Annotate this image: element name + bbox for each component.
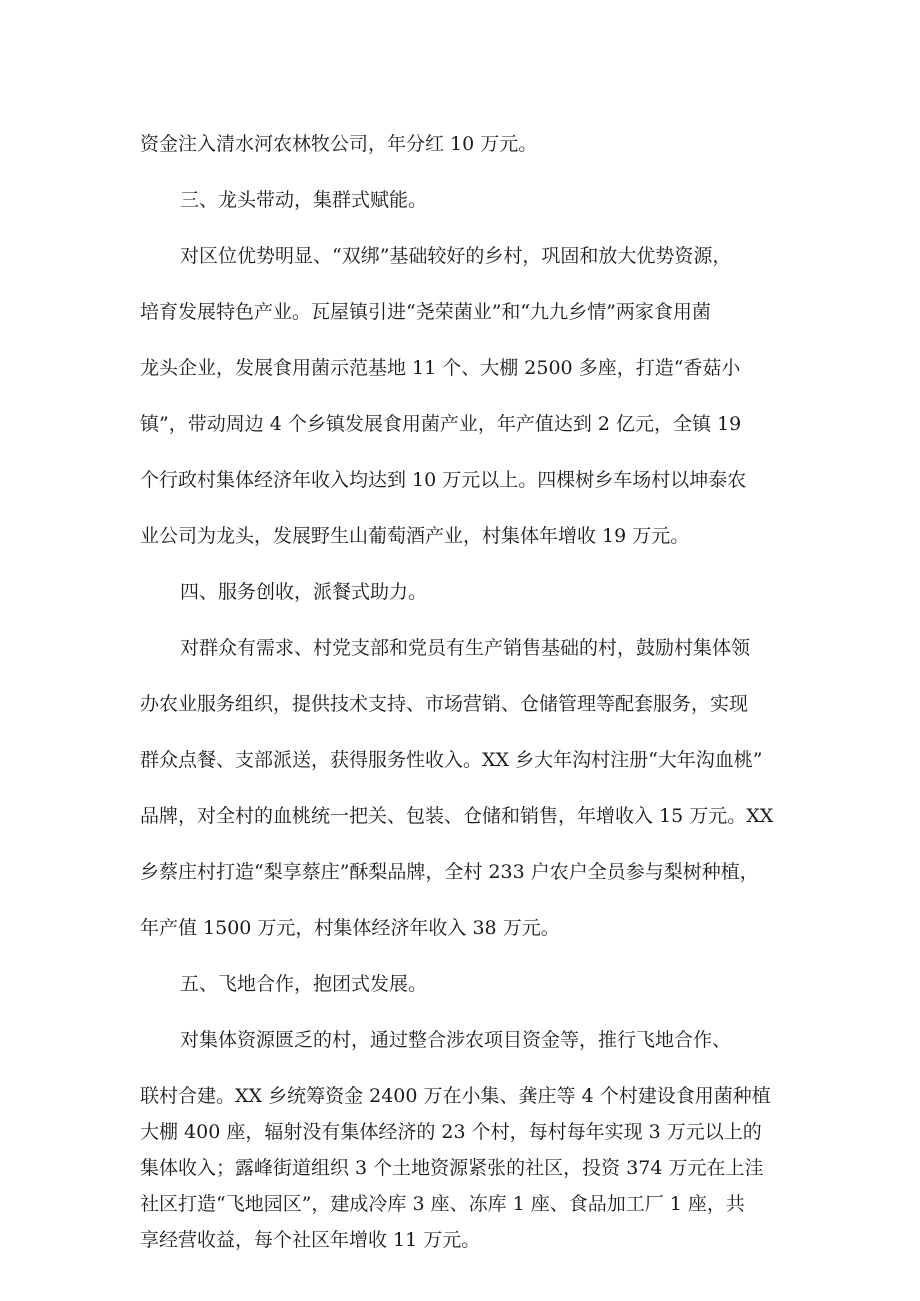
paragraph-line: 享经营收益，每个社区年增收 11 万元。	[140, 1229, 481, 1251]
paragraph-line: 资金注入清水河农林牧公司，年分红 10 万元。	[140, 133, 538, 155]
paragraph-line: 品牌，对全村的血桃统一把关、包装、仓储和销售，年增收入 15 万元。XX	[140, 805, 774, 827]
paragraph-line: 集体收入；露峰街道组织 3 个土地资源紧张的社区，投资 374 万元在上洼	[140, 1157, 764, 1179]
section-heading: 四、服务创收，派餐式助力。	[180, 581, 428, 603]
paragraph-line: 乡蔡庄村打造“梨享蔡庄”酥梨品牌，全村 233 户农户全员参与梨树种植，	[140, 861, 759, 883]
paragraph-line: 对集体资源匮乏的村，通过整合涉农项目资金等，推行飞地合作、	[180, 1029, 732, 1051]
section-heading: 五、飞地合作，抱团式发展。	[180, 973, 428, 995]
paragraph-line: 年产值 1500 万元，村集体经济年收入 38 万元。	[140, 917, 560, 939]
paragraph-line: 社区打造“飞地园区”，建成冷库 3 座、冻库 1 座、食品加工厂 1 座，共	[140, 1193, 745, 1215]
paragraph-line: 龙头企业，发展食用菌示范基地 11 个、大棚 2500 多座，打造“香菇小	[140, 357, 741, 379]
paragraph-line: 群众点餐、支部派送，获得服务性收入。XX 乡大年沟村注册“大年沟血桃”	[140, 749, 763, 771]
paragraph-line: 对群众有需求、村党支部和党员有生产销售基础的村，鼓励村集体领	[180, 637, 751, 659]
paragraph-line: 对区位优势明显、“双绑”基础较好的乡村，巩固和放大优势资源，	[180, 245, 732, 267]
paragraph-line: 办农业服务组织，提供技术支持、市场营销、仓储管理等配套服务，实现	[140, 693, 749, 715]
paragraph-line: 联村合建。XX 乡统筹资金 2400 万在小集、龚庄等 4 个村建设食用菌种植	[140, 1085, 771, 1107]
paragraph-line: 镇”，带动周边 4 个乡镇发展食用菌产业，年产值达到 2 亿元，全镇 19	[140, 413, 742, 435]
paragraph-line: 个行政村集体经济年收入均达到 10 万元以上。四棵树乡车场村以坤泰农	[140, 469, 747, 491]
paragraph-line: 业公司为龙头，发展野生山葡萄酒产业，村集体年增收 19 万元。	[140, 525, 690, 547]
paragraph-line: 大棚 400 座，辐射没有集体经济的 23 个村，每村每年实现 3 万元以上的	[140, 1121, 762, 1143]
section-heading: 三、龙头带动，集群式赋能。	[180, 189, 428, 211]
paragraph-line: 培育发展特色产业。瓦屋镇引进“尧荣菌业”和“九九乡情”两家食用菌	[140, 301, 711, 323]
